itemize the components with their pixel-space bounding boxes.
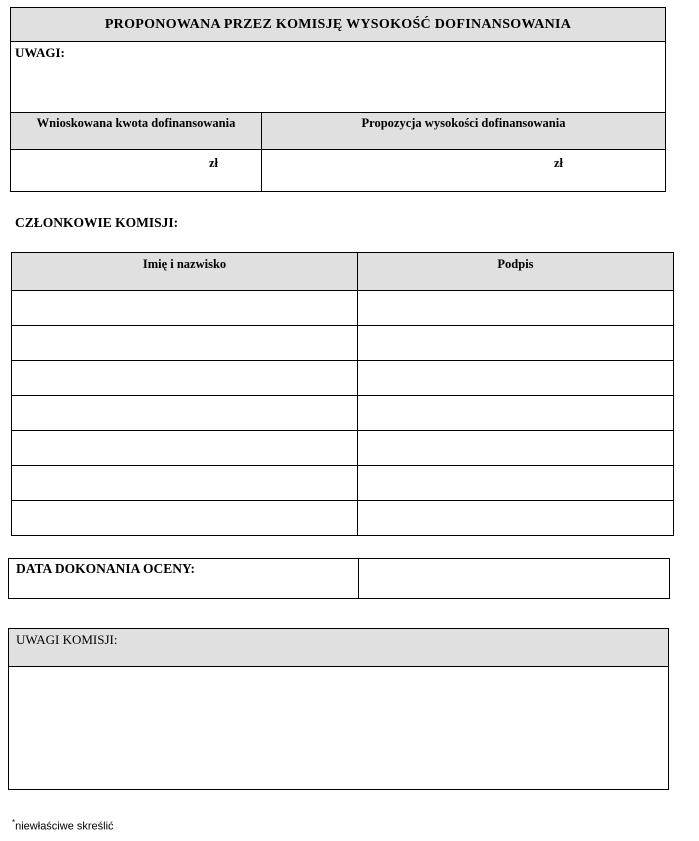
member-name-field[interactable] — [12, 431, 358, 466]
member-row — [12, 396, 674, 431]
member-row — [12, 361, 674, 396]
member-name-field[interactable] — [12, 501, 358, 536]
member-row — [12, 291, 674, 326]
assessment-date-table — [8, 558, 670, 599]
proposed-amount-header: Propozycja wysokości dofinansowania — [262, 113, 666, 150]
member-signature-field[interactable] — [358, 326, 674, 361]
member-signature-field[interactable] — [358, 501, 674, 536]
member-row — [12, 431, 674, 466]
members-heading: CZŁONKOWIE KOMISJI: — [15, 215, 179, 230]
member-signature-field[interactable] — [358, 431, 674, 466]
member-row — [12, 326, 674, 361]
member-signature-field[interactable] — [358, 396, 674, 431]
member-name-field[interactable] — [12, 396, 358, 431]
member-name-field[interactable] — [12, 466, 358, 501]
footnote-marker: * — [12, 818, 16, 827]
funding-title: PROPONOWANA PRZEZ KOMISJĘ WYSOKOŚĆ DOFINANSOWANIA — [11, 8, 666, 42]
assessment-date-label: DATA DOKONANIA OCENY: — [9, 559, 359, 599]
name-column-header: Imię i nazwisko — [12, 253, 358, 291]
member-signature-field[interactable] — [358, 361, 674, 396]
footnote — [12, 818, 114, 833]
committee-remarks-field[interactable] — [9, 667, 669, 790]
member-name-field[interactable] — [12, 361, 358, 396]
member-row — [12, 501, 674, 536]
member-name-field[interactable] — [12, 291, 358, 326]
members-table — [11, 252, 674, 536]
remarks-field[interactable] — [11, 42, 666, 113]
proposed-amount-field[interactable] — [262, 150, 666, 192]
member-name-field[interactable] — [12, 326, 358, 361]
requested-amount-field[interactable] — [11, 150, 262, 192]
member-signature-field[interactable] — [358, 466, 674, 501]
requested-amount-header: Wnioskowana kwota dofinansowania — [11, 113, 262, 150]
remarks-label: UWAGI: — [15, 45, 65, 60]
funding-table — [10, 7, 666, 192]
proposed-currency-label: zł — [554, 156, 564, 170]
committee-remarks-table — [8, 628, 669, 790]
member-row — [12, 466, 674, 501]
assessment-date-field[interactable] — [359, 559, 670, 599]
committee-remarks-label: UWAGI KOMISJI: — [9, 629, 669, 667]
signature-column-header: Podpis — [358, 253, 674, 291]
requested-currency-label: zł — [209, 156, 219, 170]
footnote-text: niewłaściwe skreślić — [15, 820, 114, 833]
member-signature-field[interactable] — [358, 291, 674, 326]
